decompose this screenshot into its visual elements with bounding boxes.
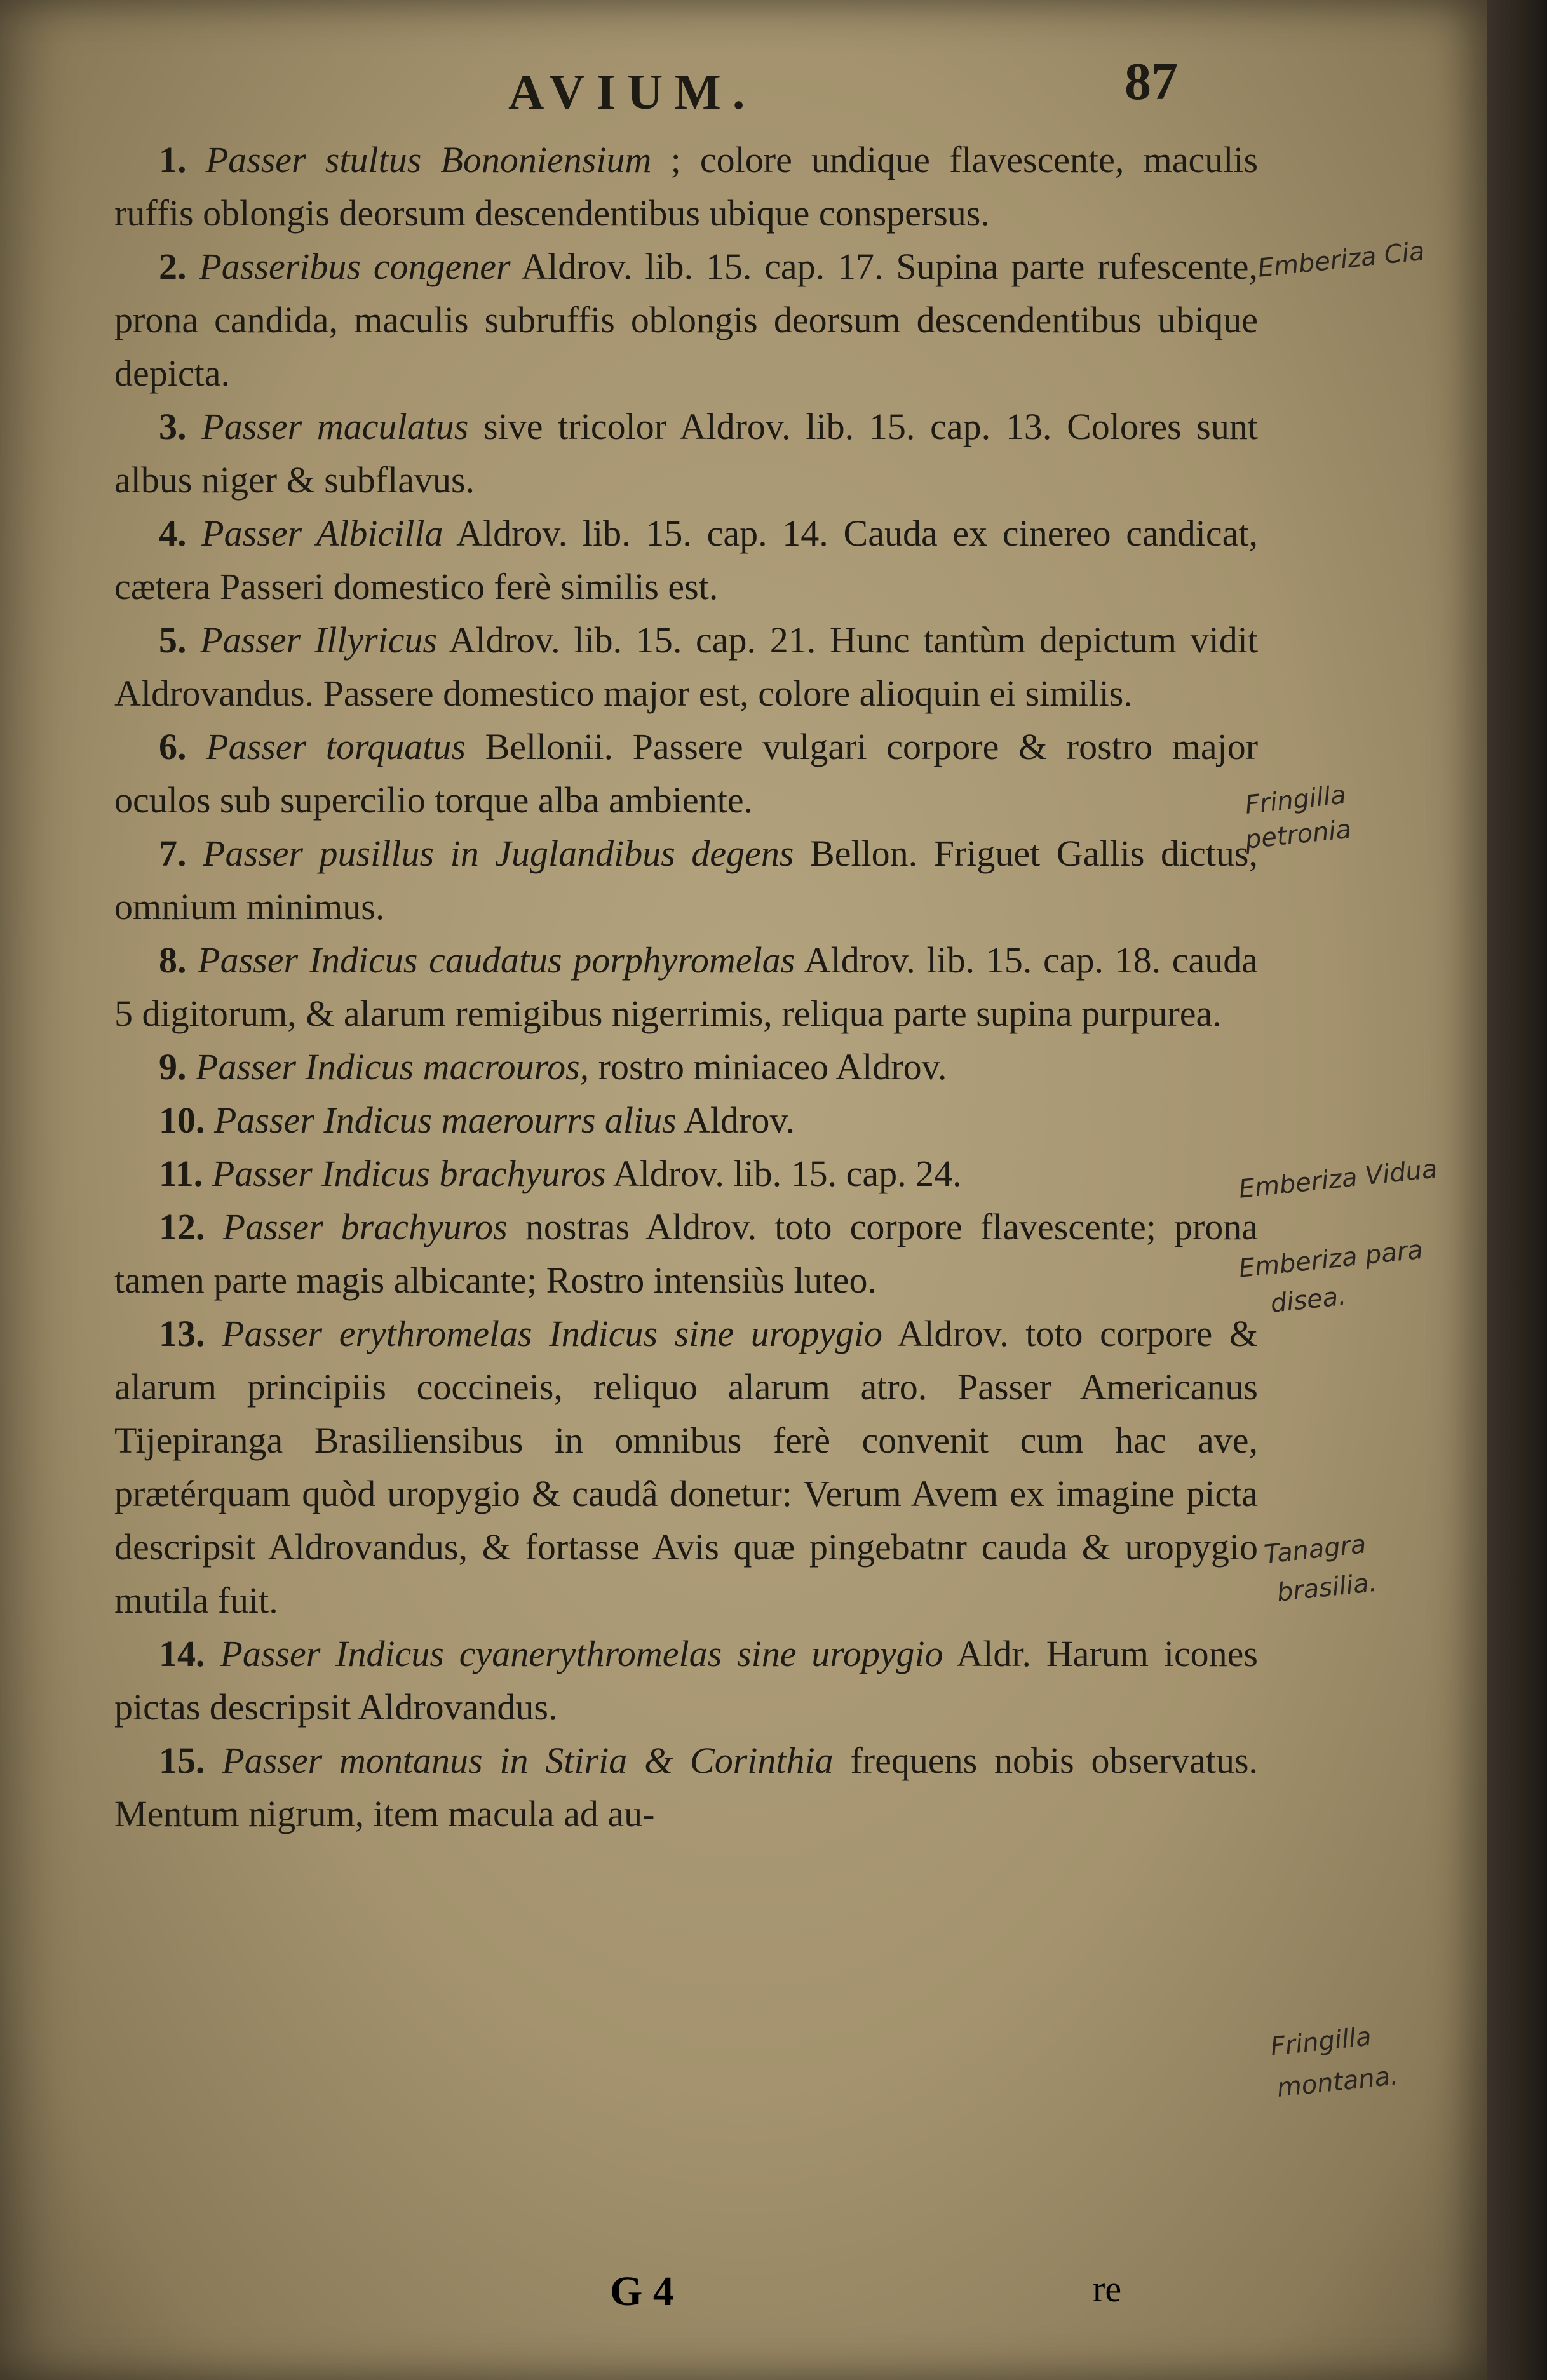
catchword: re: [1093, 2268, 1122, 2309]
printed-text-block: [114, 44, 1436, 1841]
entry-2: 2. Passeribus congener Aldrov. lib. 15. cap. 17. Supina parte rufescente, prona candida, maculis subruffis oblongis deorsum descendentibus ubique depicta.: [114, 246, 1258, 394]
body-text: [114, 133, 1258, 1841]
running-title: AVIUM.: [508, 64, 757, 119]
marginal-note: Emberiza para: [1237, 1235, 1424, 1284]
marginal-note: Fringilla: [1243, 780, 1348, 820]
entry-8: 8. Passer Indicus caudatus porphyromelas Aldrov. lib. 15. cap. 18. cauda 5 digitorum, & alarum remigibus nigerrimis, reliqua parte supina purpurea.: [114, 939, 1259, 1034]
entry-15: 15. Passer montanus in Stiria & Corinthia frequens nobis observatus. Mentum nigrum, item macula ad au-: [114, 1740, 1259, 1834]
entry-14: 14. Passer Indicus cyanerythromelas sine uropygio Aldr. Harum icones pictas descripsit Aldrovandus.: [114, 1633, 1258, 1728]
entry-13: 13. Passer erythromelas Indicus sine uropygio Aldrov. toto corpore & alarum principiis coccineis, reliquo alarum atro. Passer Americanus Tijepiranga Brasiliensibus in omnibus ferè convenit cum hac ave, prætérquam quòd uropygio & caudâ donetur: Verum Avem ex imagine picta descripsit Aldrovandus, & fortasse Avis quæ pingebatnr cauda & uropygio mutila fuit.: [114, 1313, 1258, 1621]
entry-4: 4. Passer Albicilla Aldrov. lib. 15. cap. 14. Cauda ex cinereo candicat, cætera Passeri domestico ferè similis est.: [114, 513, 1258, 607]
entry-3: 3. Passer maculatus sive tricolor Aldrov. lib. 15. cap. 13. Colores sunt albus niger & subflavus.: [114, 406, 1258, 501]
running-head: [114, 44, 1436, 133]
page-gutter-shadow: [1487, 0, 1547, 2380]
entry-5: 5. Passer Illyricus Aldrov. lib. 15. cap. 21. Hunc tantùm depictum vidit Aldrovandus. Passere domestico major est, colore alioquin ei similis.: [114, 619, 1258, 714]
marginal-note: Fringilla: [1269, 2022, 1373, 2062]
marginal-note: Emberiza Cia: [1256, 236, 1426, 283]
marginal-note: petronia: [1243, 814, 1353, 855]
marginal-note: brasilia.: [1275, 1568, 1379, 1608]
signature-mark: G 4: [610, 2268, 674, 2315]
entry-11: 11. Passer Indicus brachyuros Aldrov. lib. 15. cap. 24.: [159, 1153, 962, 1194]
marginal-note: montana.: [1275, 2061, 1400, 2103]
marginal-note: disea.: [1269, 1281, 1348, 1319]
entry-12: 12. Passer brachyuros nostras Aldrov. toto corpore flavescente; prona tamen parte magis albicante; Rostro intensiùs luteo.: [114, 1206, 1259, 1301]
page-number: 87: [1125, 52, 1178, 111]
marginal-note: Tanagra: [1262, 1530, 1368, 1570]
entry-6: 6. Passer torquatus Bellonii. Passere vulgari corpore & rostro major oculos sub supercilio torque alba ambiente.: [114, 726, 1259, 821]
entry-10: 10. Passer Indicus maerourrs alius Aldrov.: [159, 1099, 795, 1141]
entry-7: 7. Passer pusillus in Juglandibus degens Bellon. Friguet Gallis dictus, omnium minimus.: [114, 833, 1259, 927]
entry-1: 1. Passer stultus Bononiensium ; colore undique flavescente, maculis ruffis oblongis deorsum descendentibus ubique conspersus.: [114, 139, 1259, 234]
marginal-note: Emberiza Vidua: [1237, 1154, 1439, 1204]
entry-9: 9. Passer Indicus macrouros, rostro miniaceo Aldrov.: [159, 1046, 947, 1087]
